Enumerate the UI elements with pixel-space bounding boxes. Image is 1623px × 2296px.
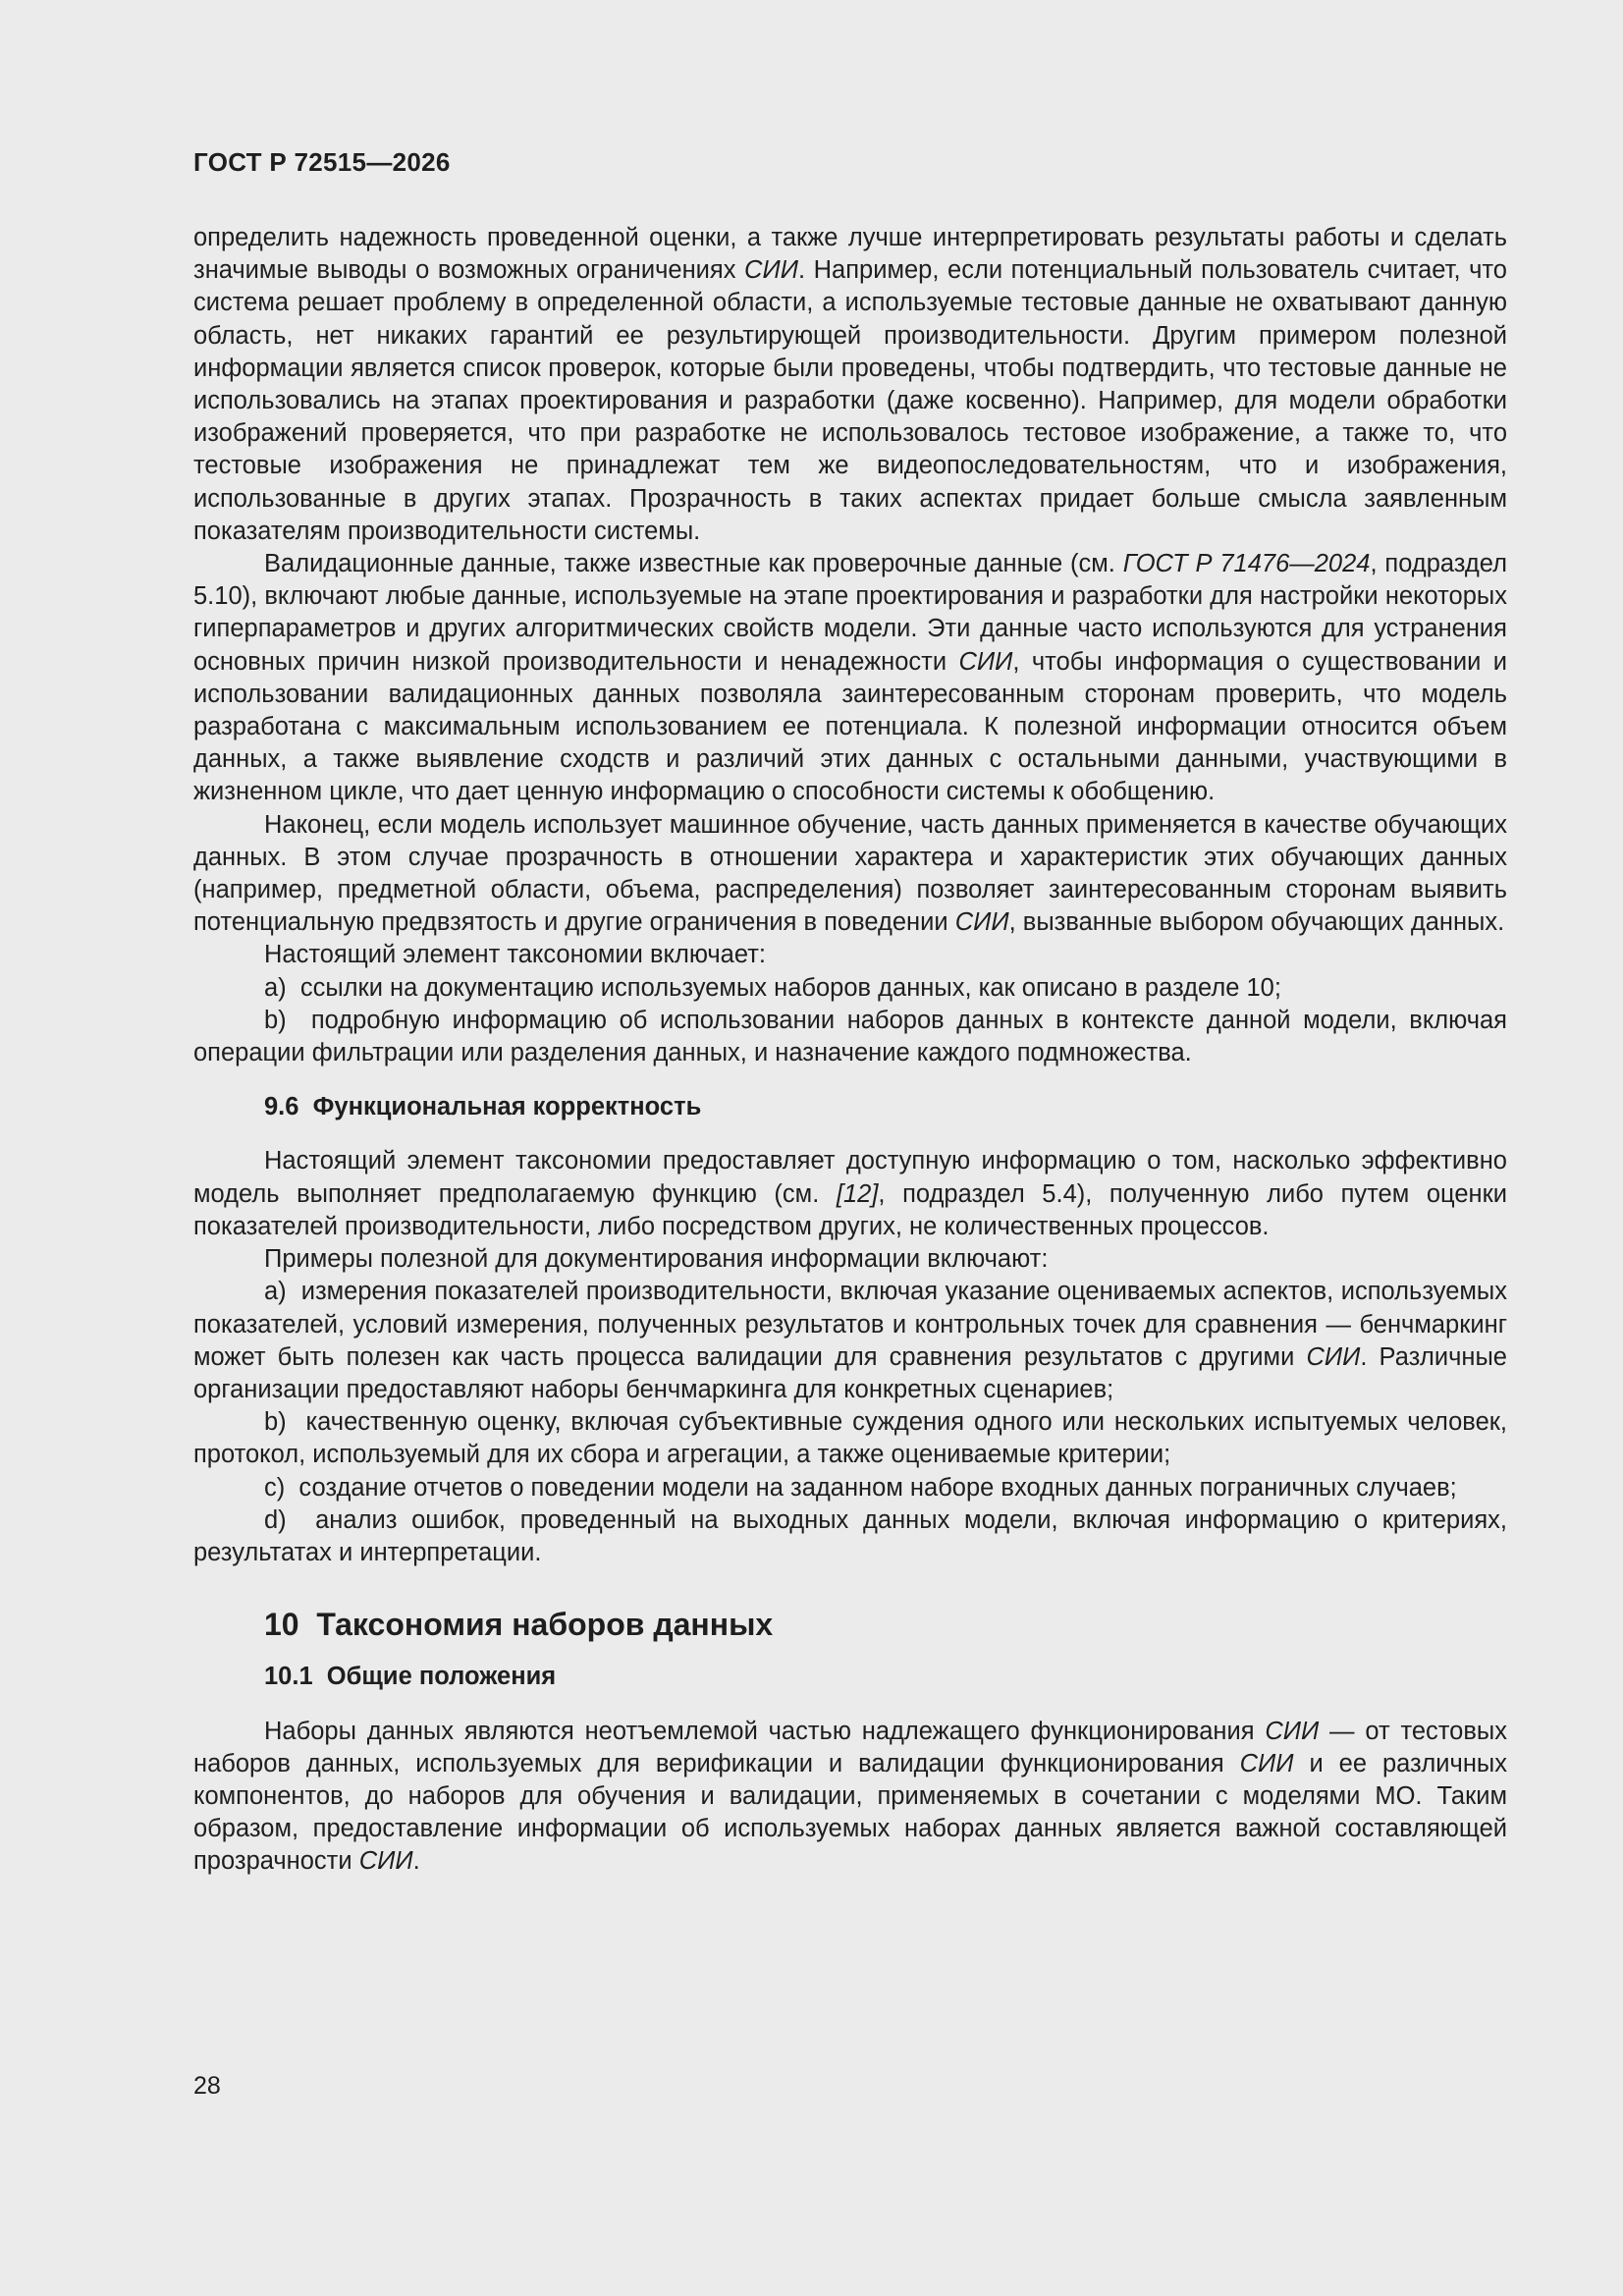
list-item: a) измерения показателей производительности, включая указание оцениваемых аспектов, используемых показателей, условий измерения, полученных результатов и контрольных точек для сравнения — бенчмаркинг может быть полезен как часть процесса валидации для сравнения результатов с другими СИИ. Различные организации предоставляют наборы бенчмаркинга для конкретных сценариев;	[193, 1278, 1507, 1403]
list-item: a) ссылки на документацию используемых наборов данных, как описано в разделе 10;	[264, 973, 1281, 1002]
document-body	[193, 222, 1507, 1879]
list-item: b) качественную оценку, включая субъективные суждения одного или нескольких испытуемых человек, протокол, используемый для их сбора и агрегации, а также оцениваемые критерии;	[193, 1408, 1507, 1469]
list-item: b) подробную информацию об использовании наборов данных в контексте данной модели, включая операции фильтрации или разделения данных, и назначение каждого подмножества.	[193, 1006, 1507, 1067]
paragraph: Примеры полезной для документирования информации включают:	[264, 1245, 1049, 1274]
section-heading-9-6: 9.6 Функциональная корректность	[264, 1093, 702, 1121]
italic-term: СИИ	[1239, 1749, 1294, 1777]
italic-term: СИИ	[1306, 1342, 1361, 1371]
paragraph: Настоящий элемент таксономии включает:	[264, 941, 766, 969]
document-header: ГОСТ Р 72515—2026	[193, 147, 451, 177]
list-item: d) анализ ошибок, проведенный на выходных данных модели, включая информацию о критериях, результатах и интерпретации.	[193, 1505, 1507, 1566]
italic-term: СИИ	[954, 908, 1009, 937]
paragraph: Настоящий элемент таксономии предоставляет доступную информацию о том, насколько эффективно модель выполняет предполагаемую функцию (см. [12], подраздел 5.4), полученную либо путем оценки показателей производительности, либо посредством других, не количественных процессов.	[193, 1147, 1507, 1240]
paragraph: Наборы данных являются неотъемлемой частью надлежащего функционирования СИИ — от тестовых наборов данных, используемых для верификации и валидации функционирования СИИ и ее различных компонентов, до наборов для обучения и валидации, применяемых в сочетании с моделями МО. Таким образом, предоставление информации об используемых наборах данных является важной составляющей прозрачности СИИ.	[193, 1717, 1507, 1876]
italic-term: ГОСТ Р 71476—2024	[1122, 550, 1371, 578]
italic-term: СИИ	[358, 1847, 413, 1876]
paragraph: Валидационные данные, также известные как проверочные данные (см. ГОСТ Р 71476—2024, подраздел 5.10), включают любые данные, используемые на этапе проектирования и разработки для настройки некоторых гиперпараметров и других алгоритмических свойств модели. Эти данные часто используются для устранения основных причин низкой производительности и ненадежности СИИ, чтобы информация о существовании и использовании валидационных данных позволяла заинтересованным сторонам проверить, что модель разработана с максимальным использованием ее потенциала. К полезной информации относится объем данных, а также выявление сходств и различий этих данных с остальными данными, участвующими в жизненном цикле, что дает ценную информацию о способности системы к обобщению.	[193, 550, 1507, 806]
section-heading-10: 10 Таксономия наборов данных	[264, 1607, 774, 1643]
list-item: c) создание отчетов о поведении модели на заданном наборе входных данных пограничных случаев;	[264, 1473, 1457, 1502]
paragraph: Наконец, если модель использует машинное обучение, часть данных применяется в качестве обучающих данных. В этом случае прозрачность в отношении характера и характеристик этих обучающих данных (например, предметной области, объема, распределения) позволяет заинтересованным сторонам выявить потенциальную предвзятость и другие ограничения в поведении СИИ, вызванные выбором обучающих данных.	[193, 810, 1507, 937]
section-heading-10-1: 10.1 Общие положения	[264, 1663, 557, 1691]
italic-term: СИИ	[1265, 1717, 1320, 1745]
italic-term: СИИ	[744, 256, 798, 285]
paragraph: определить надежность проведенной оценки, а также лучше интерпретировать результаты работы и сделать значимые выводы о возможных ограничениях СИИ. Например, если потенциальный пользователь считает, что система решает проблему в определенной области, а используемые тестовые данные не охватывают данную область, нет никаких гарантий ее результирующей производительности. Другим примером полезной информации является список проверок, которые были проведены, чтобы подтвердить, что тестовые данные не использовались на этапах проектирования и разработки (даже косвенно). Например, для модели обработки изображений проверяется, что при разработке не использовалось тестовое изображение, а также то, что тестовые изображения не принадлежат тем же видеопоследовательностям, что и изображения, использованные в других этапах. Прозрачность в таких аспектах придает больше смысла заявленным показателям производительности системы.	[193, 224, 1507, 545]
italic-term: СИИ	[958, 647, 1013, 676]
italic-term: [12]	[836, 1179, 879, 1208]
page-number: 28	[193, 2072, 221, 2100]
